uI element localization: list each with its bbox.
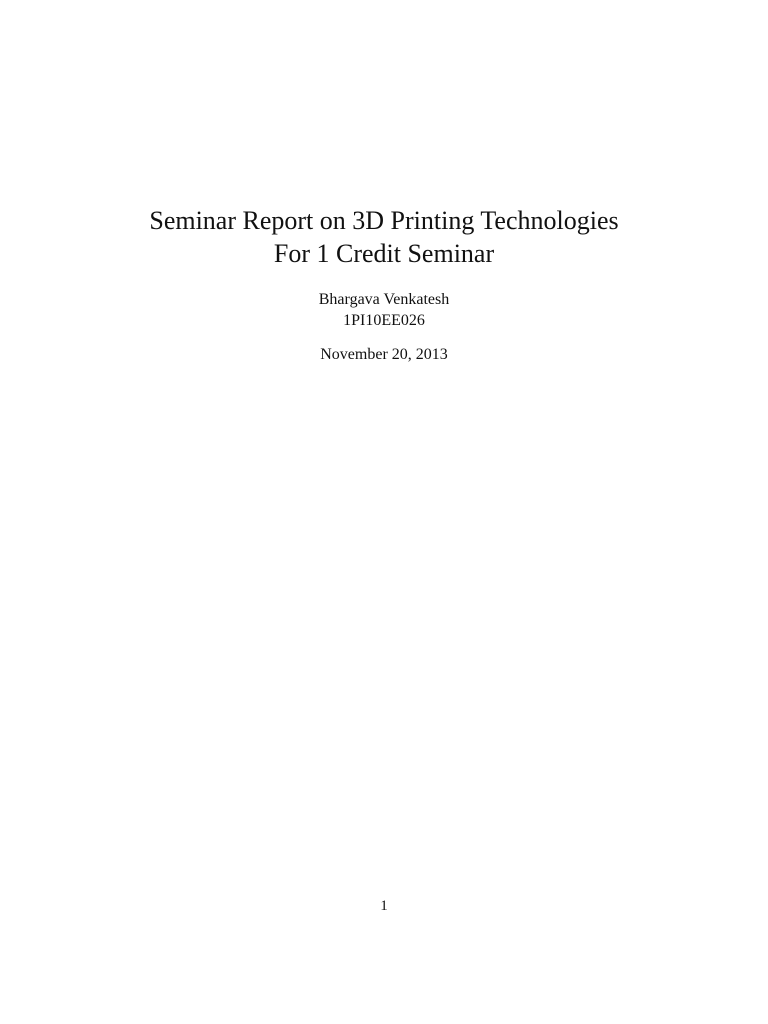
author-block [0, 289, 768, 331]
page-number: 1 [380, 898, 388, 914]
author-id: 1PI10EE026 [343, 312, 425, 329]
author-name: Bhargava Venkatesh [318, 291, 450, 308]
title-block [0, 204, 768, 270]
document-date: November 20, 2013 [320, 346, 448, 363]
title-line-1: Seminar Report on 3D Printing Technologies [149, 206, 619, 235]
title-line-2: For 1 Credit Seminar [273, 239, 495, 268]
